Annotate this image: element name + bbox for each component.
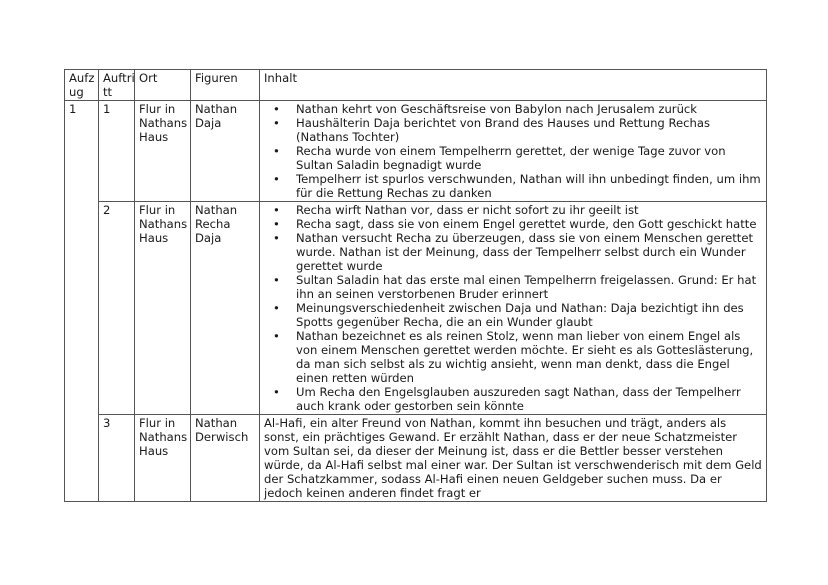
ort-cell: Flur in Nathans Haus (135, 202, 191, 415)
header-figuren: Figuren (191, 70, 260, 101)
list-item: • Nathan bezeichnet es als reinen Stolz, wenn man lieber von einem Engel als von einem Menschen gerettet werden möchte. Er sieht es als Gotteslästerung, da man sich selbst als zu wichtig ansieht, wenn man denkt, dass die Engel einen retten würden (296, 329, 762, 385)
figuren-cell: Nathan Daja (191, 101, 260, 202)
inhalt-cell (260, 202, 767, 415)
inhalt-text: Al-Hafi, ein alter Freund von Nathan, kommt ihn besuchen und trägt, anders als sonst, ein prächtiges Gewand. Er erzählt Nathan, dass er der neue Schatzmeister vom Sultan sei, da dieser der Meinung ist, dass er die Bettler besser verstehen würde, da Al-Hafi selbst mal einer war. Der Sultan ist verschwenderisch mit dem Geld der Schatzkammer, sodass Al-Hafi einen neuen Geldgeber suchen muss. Da er jedoch keinen anderen findet fragt er (264, 416, 762, 500)
table-row (65, 202, 767, 415)
list-item: • Tempelherr ist spurlos verschwunden, Nathan will ihn unbedingt finden, um ihm für die Rettung Rechas zu danken (296, 172, 762, 200)
bullet-list (264, 102, 762, 200)
header-row (65, 70, 767, 101)
header-auftritt: Auftri tt (99, 70, 135, 101)
header-aufzug: Aufz ug (65, 70, 99, 101)
list-item: • Haushälterin Daja berichtet von Brand des Hauses und Rettung Rechas (Nathans Tochter) (296, 116, 762, 144)
auftritt-number: 1 (99, 101, 135, 202)
plot-summary-table (64, 69, 767, 502)
auftritt-number: 3 (99, 415, 135, 502)
list-item: • Sultan Saladin hat das erste mal einen Tempelherrn freigelassen. Grund: Er hat ihn an seinen verstorbenen Bruder erinnert (296, 273, 762, 301)
header-ort: Ort (135, 70, 191, 101)
header-inhalt: Inhalt (260, 70, 767, 101)
inhalt-cell (260, 415, 767, 502)
list-item: • Meinungsverschiedenheit zwischen Daja und Nathan: Daja bezichtigt ihn des Spotts gegenüber Recha, die an ein Wunder glaubt (296, 301, 762, 329)
inhalt-cell (260, 101, 767, 202)
list-item: • Recha sagt, dass sie von einem Engel gerettet wurde, den Gott geschickt hatte (296, 217, 762, 231)
ort-cell: Flur in Nathans Haus (135, 101, 191, 202)
list-item: • Recha wurde von einem Tempelherrn gerettet, der wenige Tage zuvor von Sultan Saladin begnadigt wurde (296, 144, 762, 172)
aufzug-number: 1 (65, 101, 99, 502)
list-item: • Um Recha den Engelsglauben auszureden sagt Nathan, dass der Tempelherr auch krank oder gestorben sein könnte (296, 385, 762, 413)
list-item: • Nathan kehrt von Geschäftsreise von Babylon nach Jerusalem zurück (296, 102, 762, 116)
figuren-cell: Nathan Derwisch (191, 415, 260, 502)
auftritt-number: 2 (99, 202, 135, 415)
figuren-cell: Nathan Recha Daja (191, 202, 260, 415)
list-item: • Nathan versucht Recha zu überzeugen, dass sie von einem Menschen gerettet wurde. Nathan ist der Meinung, dass der Tempelherr selbst durch ein Wunder gerettet wurde (296, 231, 762, 273)
ort-cell: Flur in Nathans Haus (135, 415, 191, 502)
bullet-list (264, 203, 762, 413)
list-item: • Recha wirft Nathan vor, dass er nicht sofort zu ihr geeilt ist (296, 203, 762, 217)
table-row (65, 101, 767, 202)
table-row (65, 415, 767, 502)
